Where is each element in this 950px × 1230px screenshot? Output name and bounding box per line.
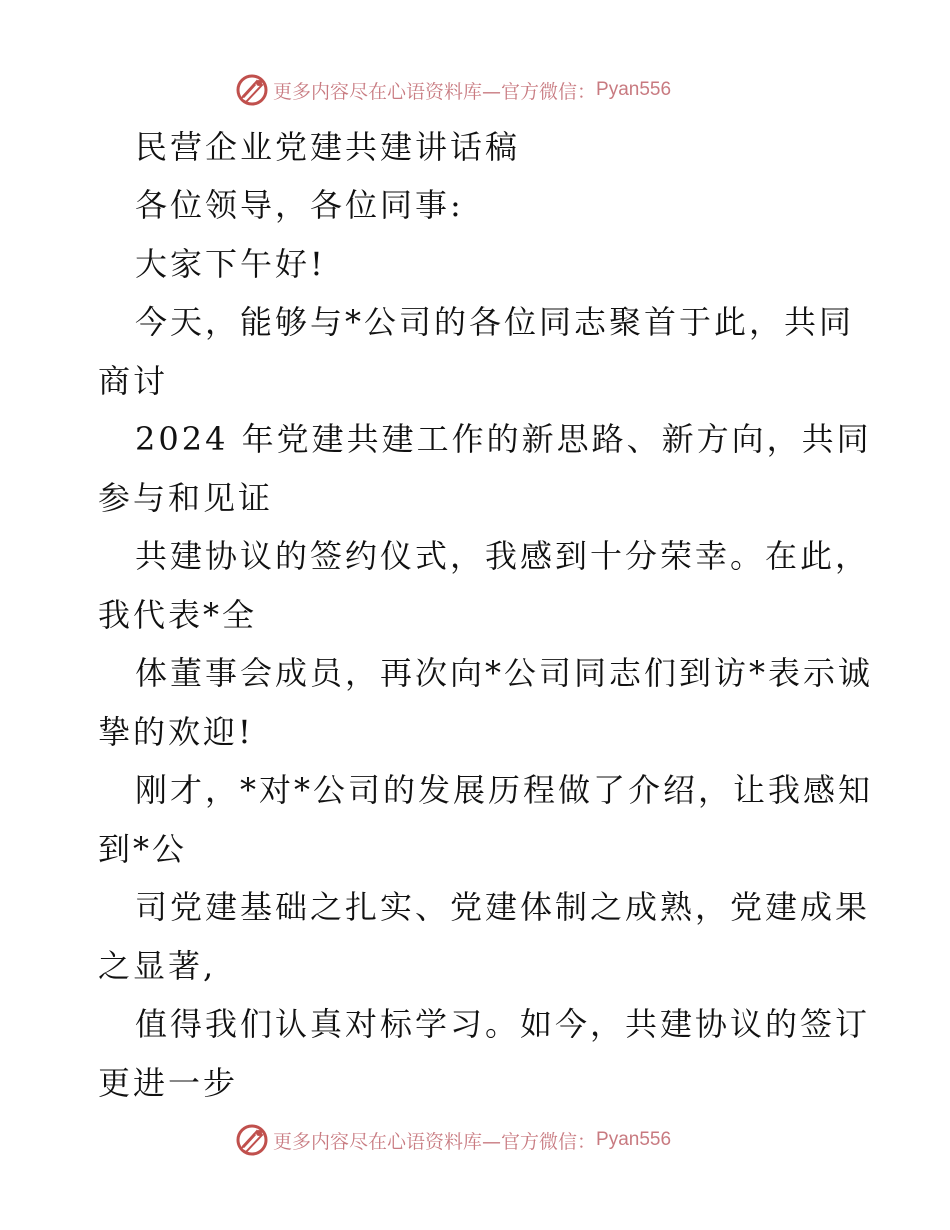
watermark-text: 更多内容尽在心语资料库—官方微信： — [273, 80, 597, 103]
text-line: 到*公 — [98, 830, 188, 868]
header-watermark — [235, 72, 671, 108]
text-line: 2024 年党建共建工作的新思路、新方向，共同 — [135, 420, 872, 458]
watermark-wechat-id: Pyan556 — [596, 79, 672, 100]
text-line: 大家下午好! — [135, 245, 326, 283]
text-line: 各位领导，各位同事: — [135, 186, 464, 224]
document-title: 民营企业党建共建讲话稿 — [135, 128, 521, 166]
text-line: 共建协议的签约仪式，我感到十分荣幸。在此， — [135, 537, 871, 575]
text-line: 体董事会成员，再次向*公司同志们到访*表示诚 — [135, 654, 874, 692]
text-line: 参与和见证 — [98, 479, 274, 517]
pen-logo-icon — [235, 1123, 269, 1157]
text-line: 司党建基础之扎实、党建体制之成熟，党建成果 — [135, 888, 871, 926]
pen-logo-icon — [235, 73, 269, 107]
text-line: 我代表*全 — [98, 596, 258, 634]
footer-watermark — [235, 1122, 671, 1158]
text-line: 值得我们认真对标学习。如今，共建协议的签订 — [135, 1005, 871, 1043]
text-line: 今天，能够与*公司的各位同志聚首于此，共同 — [135, 303, 855, 341]
watermark-text: 更多内容尽在心语资料库—官方微信： — [273, 1130, 597, 1153]
text-line: 之显著, — [98, 947, 217, 985]
text-line: 刚才，*对*公司的发展历程做了介绍，让我感知 — [135, 771, 874, 809]
text-line: 更进一步 — [98, 1064, 239, 1102]
text-line: 商讨 — [98, 362, 169, 400]
text-line: 挚的欢迎! — [98, 713, 254, 751]
watermark-wechat-id: Pyan556 — [596, 1129, 672, 1150]
